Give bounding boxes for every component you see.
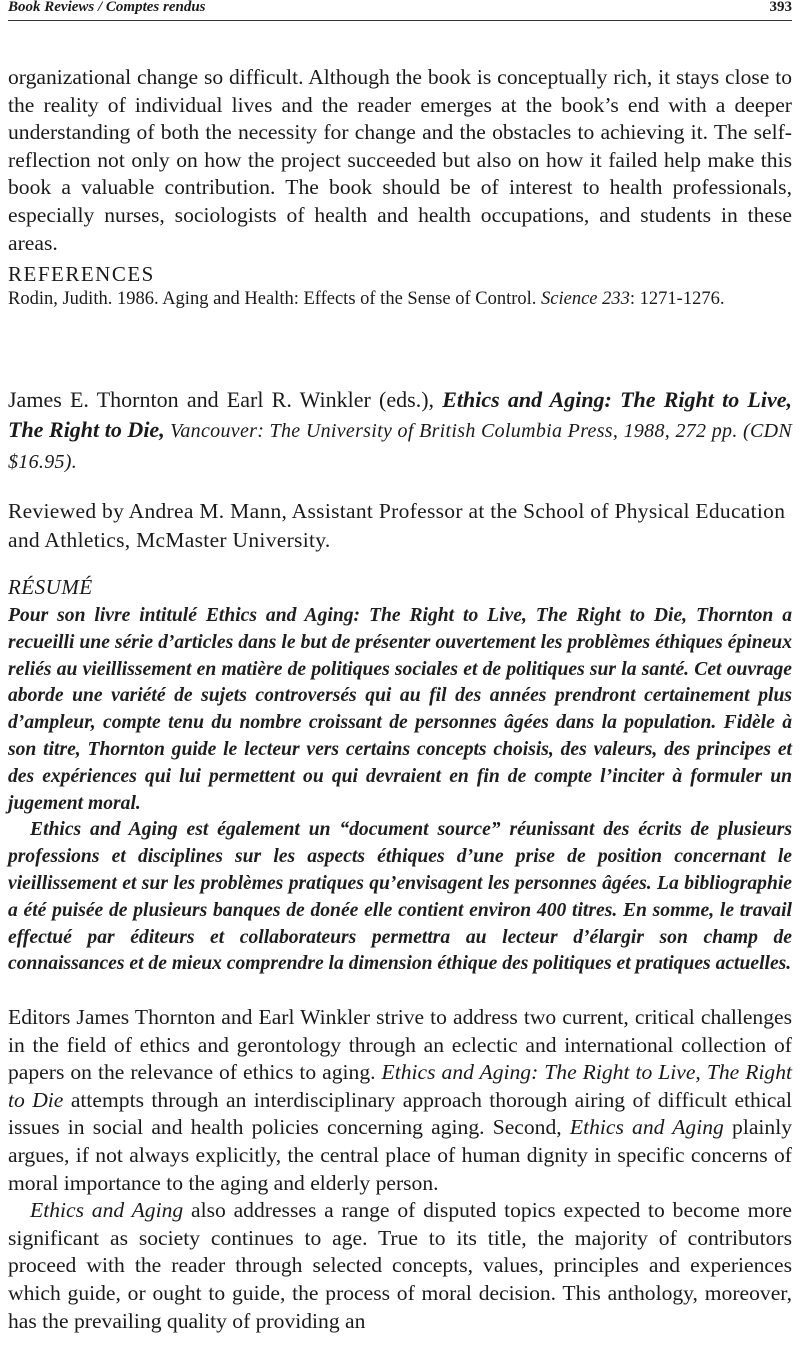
- resume-paragraph: Ethics and Aging est également un “document source” réunissant des écrits de plusieurs professions et disciplines sur les aspects éthiques d’une prise de position concernant le vieillissement et sur les problèmes pratiques qu’envisagent les personnes âgées. La bibliographie a été puisée de plusieurs banques de donée elle contient environ 400 titres. En somme, le travail effectué par éditeurs et collaborateurs permettra au lecteur d’élargir son champ de connaissances et de mieux comprendre la dimension éthique des politiques et pratiques actuelles.: [8, 819, 792, 975]
- review-paragraph: [8, 1197, 792, 1335]
- resume-section: [8, 603, 792, 978]
- journal-section-title: Book Reviews / Comptes rendus: [8, 0, 206, 15]
- review-body: [8, 1004, 792, 1335]
- reference-pages: : 1271-1276.: [629, 289, 725, 309]
- review-paragraph: [8, 1004, 792, 1197]
- reference-entry: [8, 287, 792, 312]
- references-heading: REFERENCES: [8, 262, 155, 286]
- book-editors: James E. Thornton and Earl R. Winkler (eds.),: [8, 387, 443, 412]
- book-publication: Vancouver: The University of British Columbia Press, 1988, 272 pp. (CDN $16.95).: [8, 419, 792, 473]
- running-head: [8, 0, 792, 21]
- resume-paragraph: Pour son livre intitulé Ethics and Aging: The Right to Live, The Right to Die, Thornton a recueilli une série d’articles dans le but de présenter ouvertement les problèmes éthiques épineux reliés au vieillissement en matière de politiques sociales et de politiques sur la santé. Cet ouvrage aborde une variété de sujets controversés qui au fil des années prendront certainement plus d’ampleur, compte tenu du nombre croissant de personnes âgées dans la population. Fidèle à son titre, Thornton guide le lecteur vers certains concepts choisis, des valeurs, des principes et des expériences qui lui permettent ou qui devraient en fin de compte l’inciter à formuler un jugement moral.: [8, 605, 792, 814]
- review-text: attempts through an interdisciplinary approach thorough airing of difficult ethical issues in social and health policies concerning aging. Second,: [8, 1087, 793, 1140]
- review-text: Editors James Thornton and Earl Winkler strive to address two current, critical challenges in the field of ethics and gerontology through an eclectic and international collection of papers on the relevance of ethics to aging.: [8, 1005, 792, 1085]
- reference-text: Rodin, Judith. 1986. Aging and Health: Effects of the Sense of Control.: [8, 289, 542, 309]
- review-text: plainly argues, if not always explicitly, the central place of human dignity in specific concerns of moral importance to the aging and elderly person.: [8, 1115, 792, 1195]
- page-number: 393: [769, 0, 792, 15]
- review-book-title: Ethics and Aging: The Right to Live, The Right to Die: [8, 1060, 792, 1112]
- book-title: Ethics and Aging: The Right to Live, The Right to Die,: [8, 387, 792, 442]
- book-citation: [8, 385, 792, 478]
- review-book-title: Ethics and Aging: [569, 1115, 724, 1140]
- review-book-title: Ethics and Aging: [30, 1198, 184, 1223]
- review-text: also addresses a range of disputed topics expected to become more significant as society continues to age. True to its title, the majority of contributors proceed with the reader through selected concepts, values, principles and experiences which guide, or ought to guide, the process of moral decision. This anthology, moreover, has the prevailing quality of providing an: [8, 1198, 792, 1333]
- continued-paragraph: organizational change so difficult. Although the book is conceptually rich, it stays close to the reality of individual lives and the reader emerges at the book’s end with a deeper understanding of both the necessity for change and the obstacles to achieving it. The self-reflection not only on how the project succeeded but also on how it failed help make this book a valuable contribution. The book should be of interest to health professionals, especially nurses, sociologists of health and health occupations, and students in these areas.: [8, 65, 792, 255]
- reviewer-line: Reviewed by Andrea M. Mann, Assistant Professor at the School of Physical Education and Athletics, McMaster University.: [8, 499, 786, 552]
- reference-journal: Science 233: [541, 289, 630, 309]
- resume-heading: RÉSUMÉ: [8, 575, 93, 599]
